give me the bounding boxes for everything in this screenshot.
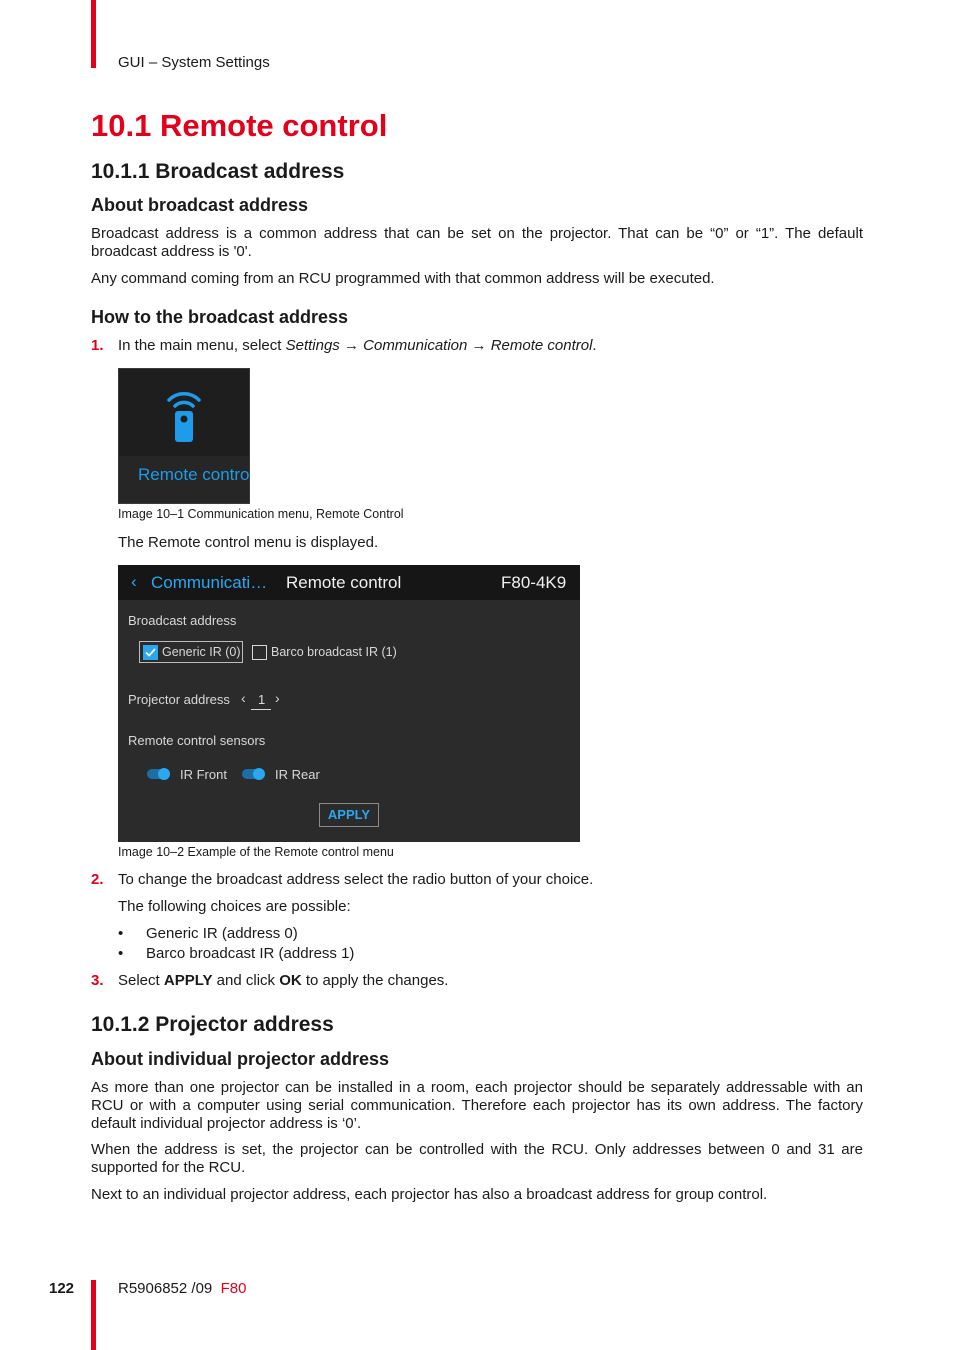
menu-title: Remote control	[286, 573, 402, 592]
checkbox-checked-icon[interactable]	[143, 645, 158, 660]
step-number-1: 1.	[91, 337, 104, 354]
projector-paragraph-3: Next to an individual projector address, each projector has also a broadcast address for group control.	[91, 1186, 768, 1203]
menu-title-bar	[118, 565, 580, 600]
step-number-2: 2.	[91, 871, 104, 888]
howto-broadcast-heading: How to the broadcast address	[91, 307, 349, 327]
after-image-1-text: The Remote control menu is displayed.	[118, 534, 379, 551]
projector-paragraph-1: As more than one projector can be installed in a room, each projector should be separately addressable with an RCU or with a computer using serial communication. Therefore each projector has its own address. The factory default individual projector address is ‘0’.	[91, 1079, 863, 1132]
projector-address-underline	[251, 709, 271, 710]
remote-icon	[163, 386, 205, 444]
remote-control-tile-label: Remote contro	[138, 465, 250, 484]
broadcast-address-label: Broadcast address	[128, 613, 237, 628]
barco-broadcast-option-label: Barco broadcast IR (1)	[271, 645, 397, 659]
chevron-left-icon[interactable]: ‹	[241, 690, 246, 706]
ir-front-label: IR Front	[180, 767, 227, 782]
projector-address-value[interactable]: 1	[258, 692, 266, 707]
step-1-text: In the main menu, select Settings → Communication → Remote control.	[118, 337, 597, 354]
generic-ir-option[interactable]	[139, 641, 243, 663]
projector-paragraph-2: When the address is set, the projector can be controlled with the RCU. Only addresses between 0 and 31 are supported for the RCU.	[91, 1141, 863, 1176]
page-number: 122	[49, 1280, 75, 1297]
apply-button[interactable]: APPLY	[319, 803, 379, 827]
back-link-communication[interactable]: Communicati…	[151, 573, 268, 592]
about-broadcast-paragraph-2: Any command coming from an RCU programmed with that common address will be executed.	[91, 270, 715, 287]
generic-ir-option-label: Generic IR (0)	[162, 645, 241, 659]
bullet-dot: •	[118, 925, 124, 942]
remote-control-menu	[118, 565, 580, 842]
remote-control-sensors-label: Remote control sensors	[128, 733, 266, 748]
about-broadcast-paragraph-1: Broadcast address is a common address that can be set on the projector. That can be “0” or “1”. The default broadcast address is '0'.	[91, 225, 863, 260]
projector-address-label: Projector address	[128, 692, 230, 707]
step-2-subtext: The following choices are possible:	[118, 898, 351, 915]
ir-rear-toggle[interactable]	[242, 769, 264, 779]
image-caption-2: Image 10–2 Example of the Remote control menu	[118, 845, 394, 859]
step-2-text: To change the broadcast address select the radio button of your choice.	[118, 871, 594, 888]
section-title: 10.1 Remote control	[91, 108, 388, 143]
header-accent-bar	[91, 0, 96, 68]
footer-model: F80	[220, 1280, 247, 1297]
chevron-left-icon[interactable]: ‹	[131, 572, 137, 591]
step-number-3: 3.	[91, 972, 104, 989]
footer-accent-bar	[91, 1280, 96, 1350]
about-projector-heading: About individual projector address	[91, 1049, 390, 1069]
subsection-heading-projector: 10.1.2 Projector address	[91, 1013, 334, 1036]
choice-barco-broadcast-ir: Barco broadcast IR (address 1)	[146, 945, 355, 962]
projector-model: F80-4K9	[501, 573, 567, 592]
chevron-right-icon[interactable]: ›	[275, 690, 280, 706]
running-header: GUI – System Settings	[118, 54, 270, 71]
ir-rear-label: IR Rear	[275, 767, 320, 782]
remote-control-tile	[118, 368, 250, 504]
document-id: R5906852 /09 F80	[118, 1280, 247, 1297]
ir-front-toggle[interactable]	[147, 769, 169, 779]
barco-broadcast-option[interactable]	[252, 641, 412, 663]
subsection-heading-broadcast: 10.1.1 Broadcast address	[91, 160, 345, 183]
bullet-dot: •	[118, 945, 124, 962]
step-3-text: Select APPLY and click OK to apply the changes.	[118, 972, 449, 989]
checkbox-unchecked-icon[interactable]	[252, 645, 267, 660]
choice-generic-ir: Generic IR (address 0)	[146, 925, 298, 942]
image-caption-1: Image 10–1 Communication menu, Remote Control	[118, 507, 404, 521]
about-broadcast-heading: About broadcast address	[91, 195, 309, 215]
